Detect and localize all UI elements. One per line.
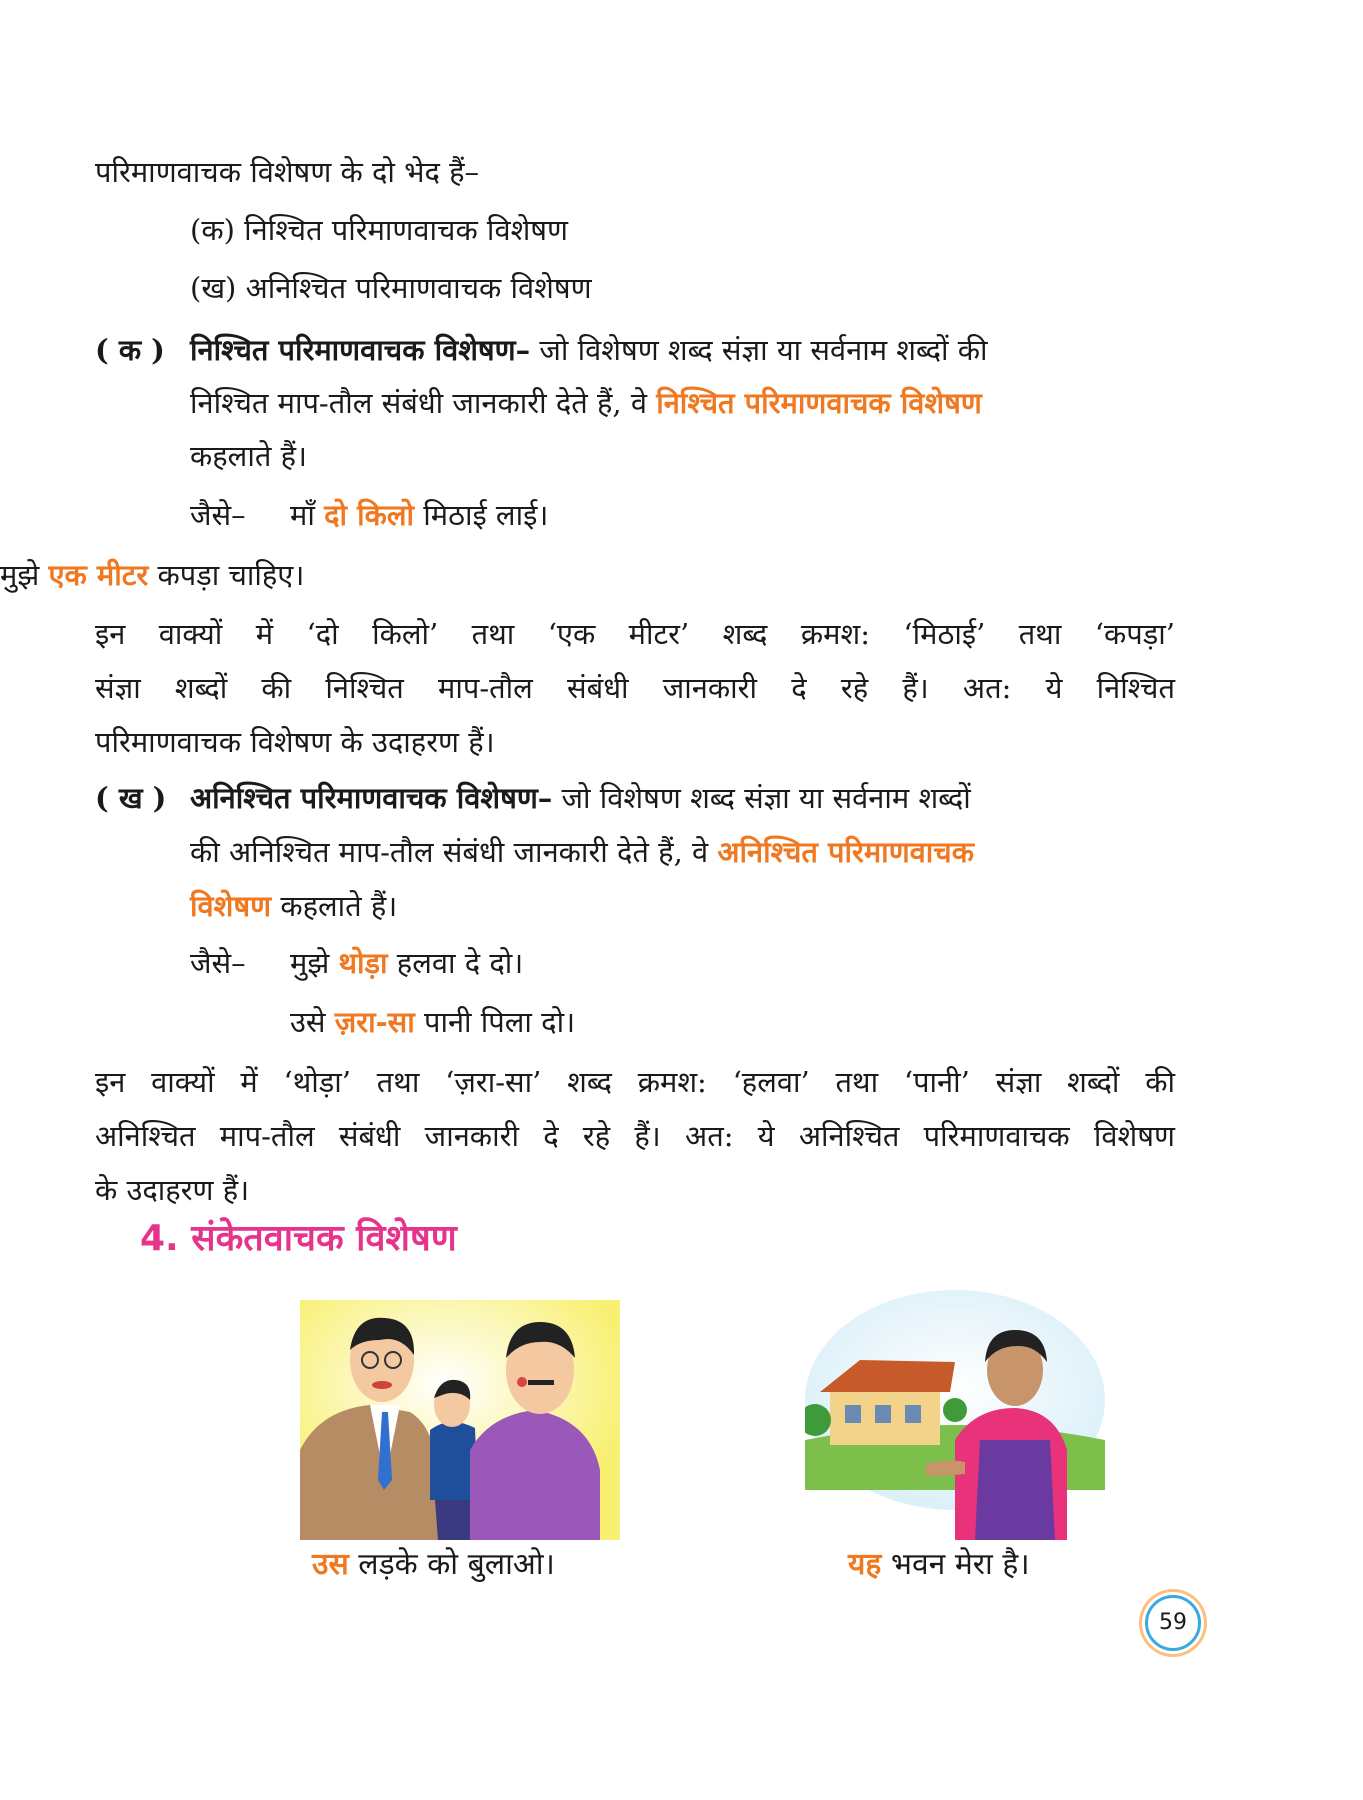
section-ka-def: जो विशेषण शब्द संज्ञा या सर्वनाम शब्दों की	[539, 333, 988, 367]
type-text: निश्चित परिमाणवाचक विशेषण	[244, 213, 569, 247]
example-text: मुझे	[0, 558, 40, 592]
type-item-ka	[190, 210, 568, 250]
section-kha-highlight-2: विशेषण	[190, 889, 272, 923]
section-kha-title: अनिश्चित परिमाणवाचक विशेषण–	[190, 781, 553, 815]
caption-text: लड़के को बुलाओ।	[358, 1547, 555, 1582]
example-highlight: दो किलो	[324, 498, 415, 532]
section-heading-4: 4. संकेतवाचक विशेषण	[140, 1218, 457, 1259]
section-kha-label: ( ख )	[95, 781, 167, 815]
example-highlight: थोड़ा	[338, 946, 388, 980]
section-kha-example-label: जैसे–	[190, 946, 246, 980]
section-ka-example-label: जैसे–	[190, 498, 246, 532]
section-kha-explain-2: अनिश्चित माप-तौल संबंधी जानकारी दे रहे हैं। अत: ये अनिश्चित परिमाणवाचक विशेषण	[95, 1119, 1175, 1153]
section-kha-highlight: अनिश्चित परिमाणवाचक	[717, 835, 974, 869]
section-ka-line3: कहलाते हैं।	[190, 439, 307, 473]
section-ka-explain-1: इन वाक्यों में ‘दो किलो’ तथा ‘एक मीटर’ शब्द क्रमश: ‘मिठाई’ तथा ‘कपड़ा’	[95, 617, 1175, 651]
section-ka-explain-3: परिमाणवाचक विशेषण के उदाहरण हैं।	[95, 725, 495, 759]
example-text: माँ	[290, 498, 315, 532]
section-ka-title: निश्चित परिमाणवाचक विशेषण–	[190, 333, 531, 367]
caption-highlight: यह	[848, 1547, 882, 1582]
caption-2	[848, 1545, 1030, 1585]
section-kha-explain-3: के उदाहरण हैं।	[95, 1173, 250, 1207]
type-label: (क)	[190, 213, 235, 247]
example-text: हलवा दे दो।	[396, 946, 524, 980]
section-ka-label: ( क )	[95, 333, 165, 367]
example-text: मिठाई लाई।	[423, 498, 549, 532]
example-text: उसे	[290, 1005, 326, 1039]
section-kha-line1	[190, 778, 971, 818]
section-kha-example-2	[290, 1002, 575, 1042]
illustration-woman-house	[805, 1290, 1105, 1540]
example-highlight: ज़रा-सा	[334, 1005, 415, 1039]
section-kha-line3	[190, 886, 397, 926]
page-number: 59	[1145, 1595, 1201, 1651]
caption-text: भवन मेरा है।	[890, 1547, 1030, 1582]
section-kha-def2: की अनिश्चित माप-तौल संबंधी जानकारी देते हैं, वे	[190, 835, 709, 869]
section-kha-def: जो विशेषण शब्द संज्ञा या सर्वनाम शब्दों	[561, 781, 971, 815]
intro-text: परिमाणवाचक विशेषण के दो भेद हैं–	[95, 155, 480, 189]
section-ka-line2	[190, 383, 982, 423]
type-label: (ख)	[190, 271, 237, 305]
section-ka-example-1	[290, 495, 548, 535]
caption-1	[312, 1545, 555, 1585]
example-text: मुझे	[290, 946, 330, 980]
type-item-kha	[190, 268, 592, 308]
caption-highlight: उस	[312, 1547, 349, 1582]
section-ka-example-2	[0, 555, 304, 595]
section-kha-example-1	[290, 943, 523, 983]
example-highlight: एक मीटर	[48, 558, 149, 592]
section-ka-line1	[190, 330, 988, 370]
section-ka-explain-2: संज्ञा शब्दों की निश्चित माप-तौल संबंधी जानकारी दे रहे हैं। अत: ये निश्चित	[95, 671, 1175, 705]
section-ka-def2: निश्चित माप-तौल संबंधी जानकारी देते हैं, वे	[190, 386, 647, 420]
section-ka-highlight: निश्चित परिमाणवाचक विशेषण	[656, 386, 982, 420]
section-kha-explain-1: इन वाक्यों में ‘थोड़ा’ तथा ‘ज़रा-सा’ शब्द क्रमश: ‘हलवा’ तथा ‘पानी’ संज्ञा शब्दों की	[95, 1065, 1175, 1099]
type-text: अनिश्चित परिमाणवाचक विशेषण	[245, 271, 592, 305]
example-text: पानी पिला दो।	[423, 1005, 576, 1039]
illustration-boy-men	[300, 1300, 620, 1540]
example-text: कपड़ा चाहिए।	[157, 558, 305, 592]
section-kha-def3: कहलाते हैं।	[280, 889, 398, 923]
section-kha-line2	[190, 832, 974, 872]
